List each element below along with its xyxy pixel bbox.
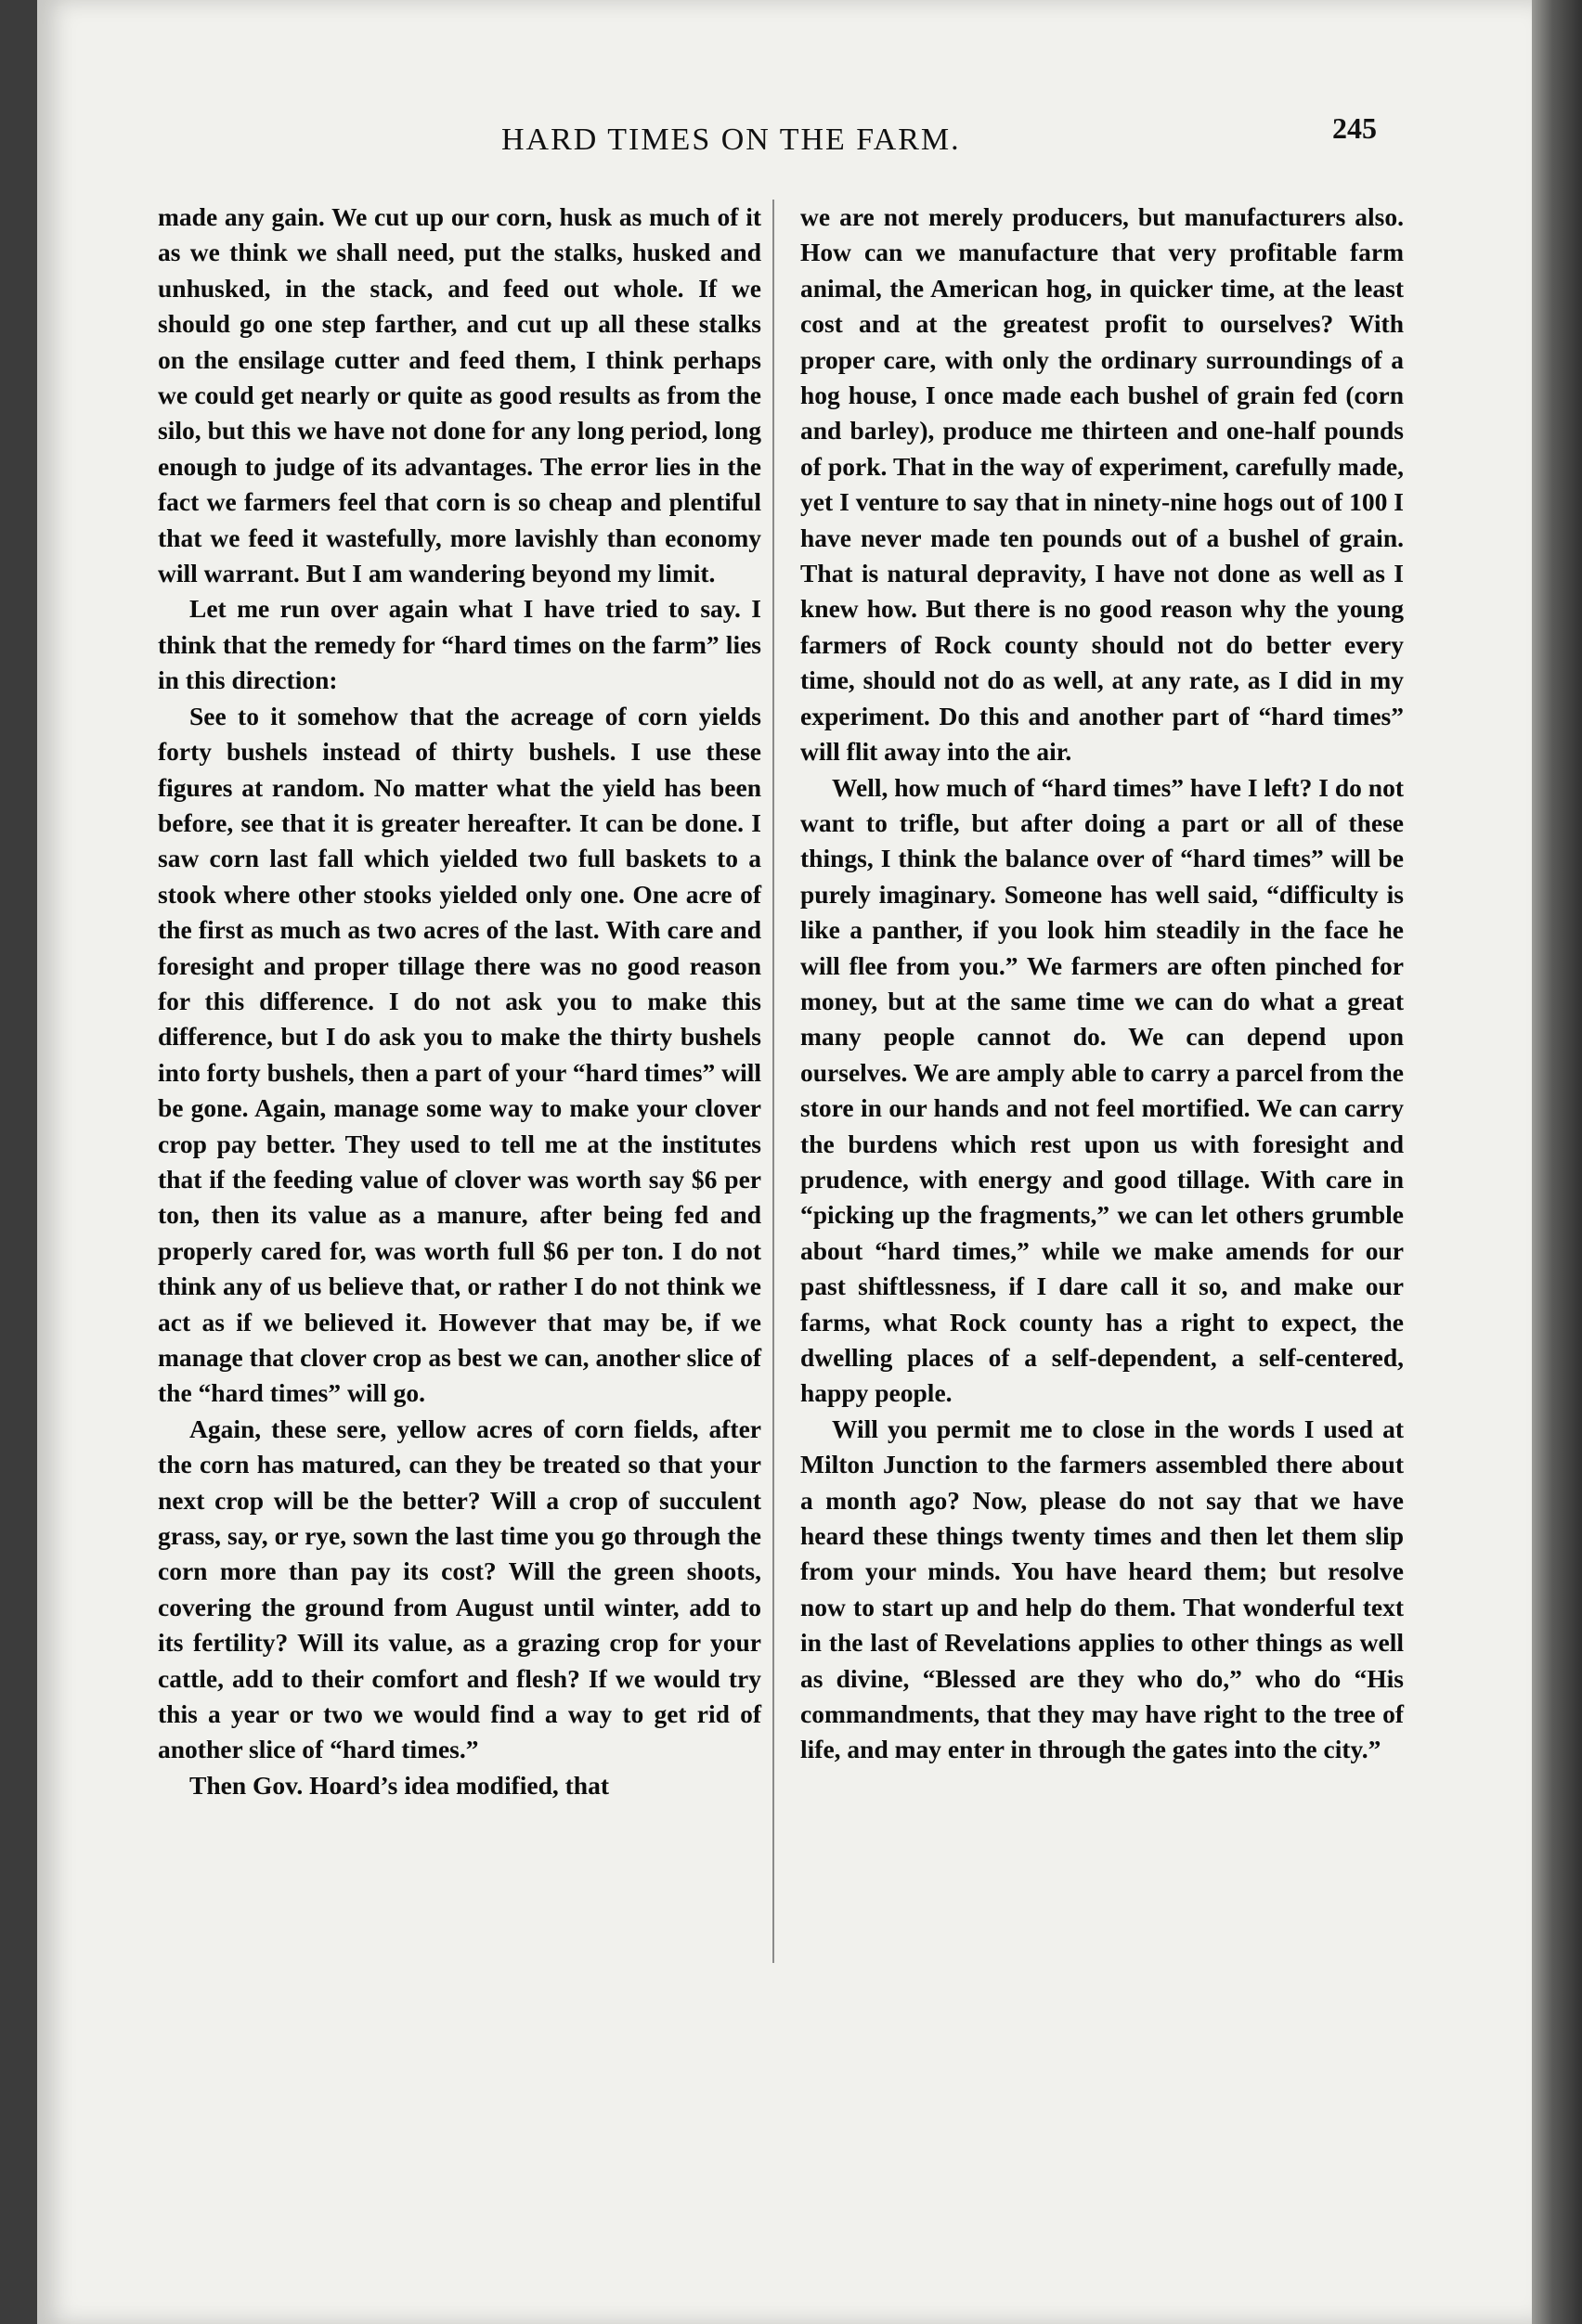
book-page xyxy=(37,0,1532,2324)
paragraph: Will you permit me to close in the words I used at Milton Junction to the farmers assembled there about a month ago? Now, please do not say that we have heard these things twenty times and then let them slip from your minds. You have heard them; but resolve now to start up and help do them. That wonderful text in the last of Revelations applies to other things as well as divine, “Blessed are they who do,” who do “His commandments, that they may have right to the tree of life, and may enter in through the gates into the city.” xyxy=(800,1414,1404,1764)
left-column xyxy=(158,200,761,1803)
page-header xyxy=(37,111,1532,176)
page-edge xyxy=(1532,0,1582,2324)
paragraph: Let me run over again what I have tried to say. I think that the remedy for “hard times on the farm” lies in this direction: xyxy=(158,594,761,695)
column-divider xyxy=(772,200,774,1963)
paragraph: Well, how much of “hard times” have I left? I do not want to trifle, but after doing a part or all of these things, I think the balance over of “hard times” will be purely imaginary. Someone has well said, “difficulty is like a panther, if you look him steadily in the face he will flee from you.” We farmers are often pinched for money, but at the same time we can do what a great many people cannot do. We can depend upon ourselves. We are amply able to carry a parcel from the store in our hands and not feel mortified. We can carry the burdens which rest upon us with foresight and prudence, with energy and good tillage. With care in “picking up the fragments,” we can let others grumble about “hard times,” while we make amends for our past shiftlessness, if I dare call it so, and make our farms, what Rock county has a right to expect, the dwelling places of a self-dependent, a self-centered, happy people. xyxy=(800,772,1404,1408)
right-column xyxy=(800,200,1404,1768)
paragraph: we are not merely producers, but manufacturers also. How can we manufacture that very profitable farm animal, the American hog, in quicker time, at the least cost and at the greatest profit to ourselves? With proper care, with only the ordinary surroundings of a hog house, I once made each bushel of grain fed (corn and barley), produce me thirteen and one-half pounds of pork. That in the way of experiment, carefully made, yet I venture to say that in ninety-nine hogs out of 100 I have never made ten pounds out of a bushel of grain. That is natural depravity, I have not done as well as I knew how. But there is no good reason why the young farmers of Rock county should not do better every time, should not do as well, at any rate, as I did in my experiment. Do this and another part of “hard times” will flit away into the air. xyxy=(800,202,1404,767)
running-title: HARD TIMES ON THE FARM. xyxy=(501,123,961,157)
paragraph: See to it somehow that the acreage of corn yields forty bushels instead of thirty bushels. I use these figures at random. No matter what the yield has been before, see that it is greater hereafter. It can be done. I saw corn last fall which yielded two full baskets to a stook where other stooks yielded only one. One acre of the first as much as two acres of the last. With care and foresight and proper tillage there was no good reason for this difference. I do not ask you to make this difference, but I do ask you to make the thirty bushels into forty bushels, then a part of your “hard times” will be gone. Again, manage some way to make your clover crop pay better. They used to tell me at the institutes that if the feeding value of clover was worth say $6 per ton, then its value as a manure, after being fed and properly cared for, was worth full $6 per ton. I do not think any of us believe that, or rather I do not think we act as if we believed it. However that may be, if we manage that clover crop as best we can, another slice of the “hard times” will go. xyxy=(158,701,761,1408)
page-number: 245 xyxy=(1332,111,1377,145)
paragraph: made any gain. We cut up our corn, husk as much of it as we think we shall need, put the stalks, husked and unhusked, in the stack, and feed out whole. If we should go one step farther, and cut up all these stalks on the ensilage cutter and feed them, I think perhaps we could get nearly or quite as good results as from the silo, but this we have not done for any long period, long enough to judge of its advantages. The error lies in the fact we farmers feel that corn is so cheap and plentiful that we feed it wastefully, more lavishly than economy will warrant. But I am wandering beyond my limit. xyxy=(158,202,761,588)
paragraph: Then Gov. Hoard’s idea modified, that xyxy=(189,1770,610,1800)
paragraph: Again, these sere, yellow acres of corn fields, after the corn has matured, can they be treated so that your next crop will be the better? Will a crop of succulent grass, say, or rye, sown the last time you go through the corn more than pay its cost? Will the green shoots, covering the ground from August until winter, add to its fertility? Will its value, as a grazing crop for your cattle, add to their comfort and flesh? If we would try this a year or two we would find a way to get rid of another slice of “hard times.” xyxy=(158,1414,761,1764)
